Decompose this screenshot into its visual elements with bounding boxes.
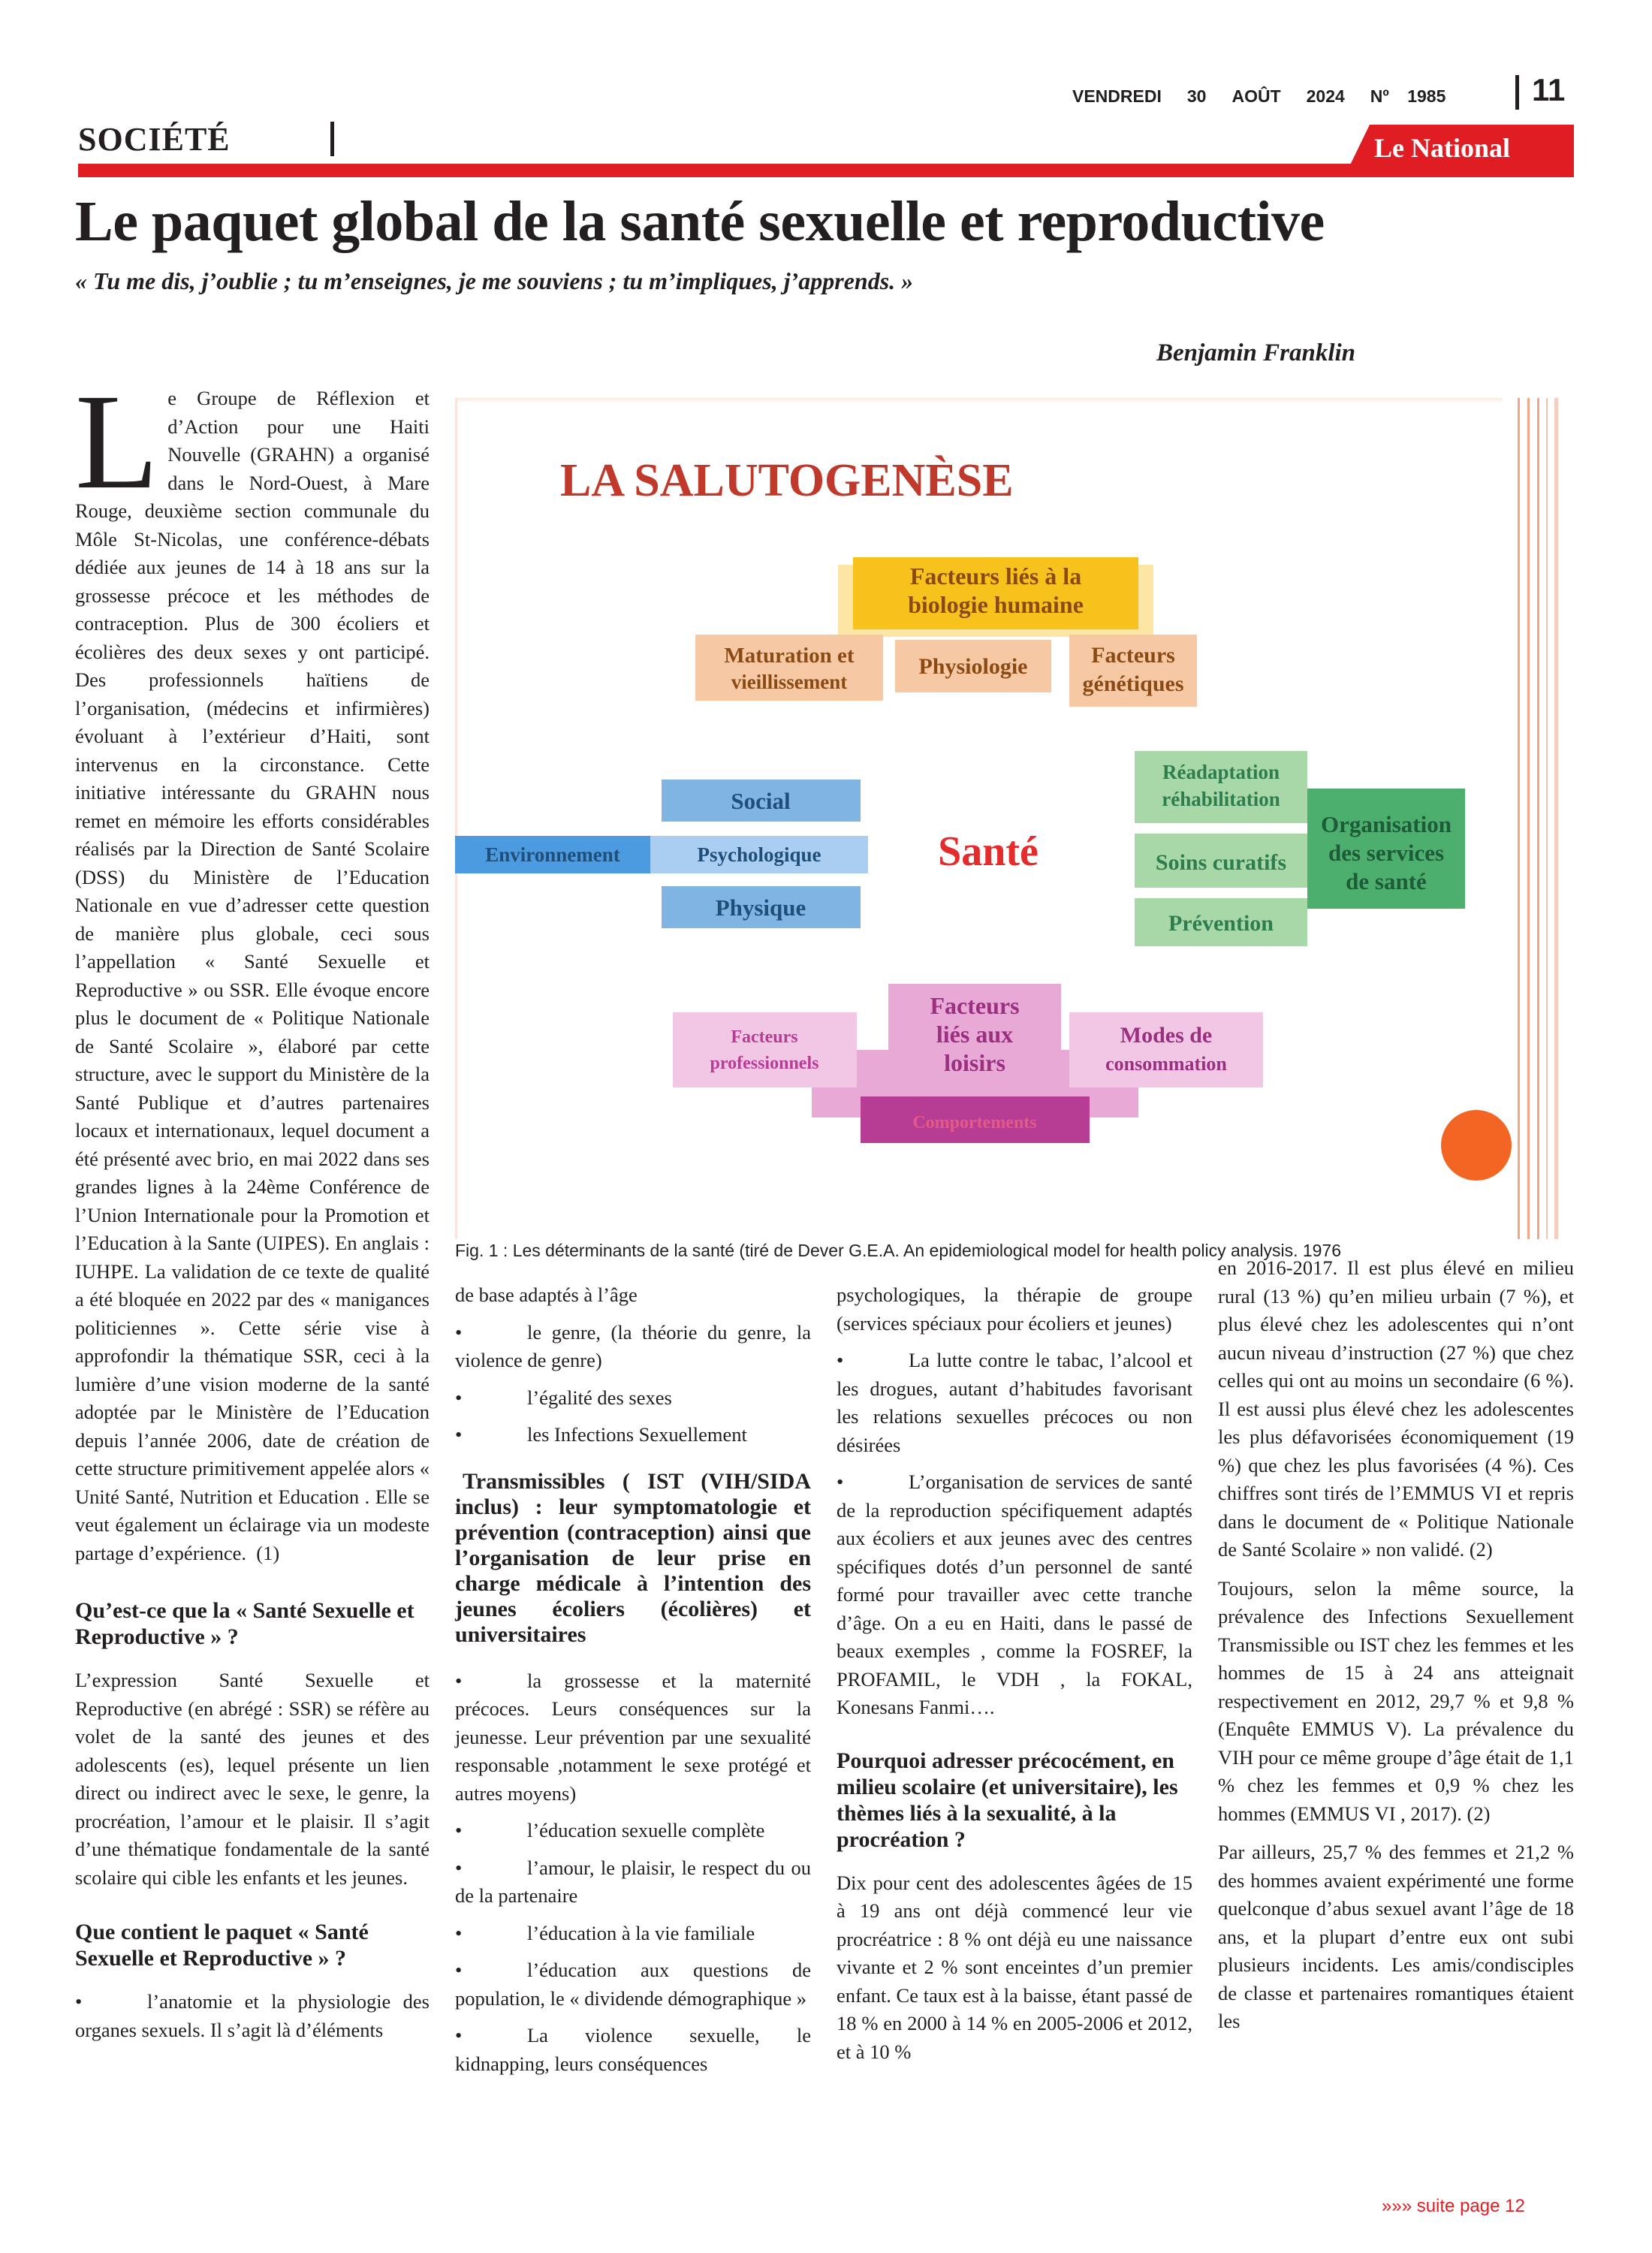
salutogenese-diagram	[455, 398, 1574, 1239]
decorative-dot	[1441, 1110, 1512, 1181]
subhead-package-content: Que contient le paquet « Santé Sexuelle et Reproductive » ?	[75, 1920, 369, 1971]
bullet-item	[837, 1347, 1192, 1459]
behaviour-item-professionnels: Facteurs	[731, 1027, 798, 1047]
continued-on-page: »»» suite page 12	[1382, 2196, 1525, 2216]
salutogenese-figure	[455, 398, 1574, 1239]
environment-header: Environnement	[485, 843, 620, 866]
biology-item-maturation: Maturation et	[724, 644, 855, 668]
services-header-2: des services	[1328, 840, 1445, 866]
sti-paragraph: Toujours, selon la même source, la prévalence des Infections Sexuellement Transmissible ou IST chez les femmes et les hommes de 15 à 24 ans atteignait respectivement en 2012, 29,7 % et 9,8 % (Enquête EMMUS V). La prévalence du VIH pour ce même groupe d’âge était de 1,1 % chez les femmes et 0,9 % chez les hommes (EMMUS VI , 2017). (2)	[1218, 1576, 1574, 1825]
services-item-prevention: Prévention	[1168, 911, 1274, 936]
date-month: AOÛT	[1231, 86, 1281, 106]
biology-item-genetiques: Facteurs	[1091, 643, 1175, 668]
environment-item-psychologique: Psychologique	[697, 843, 821, 866]
bullet-icon: •	[837, 1470, 844, 1493]
bullet-text: l’anatomie et la physiologie des organes sexuels. Il s’agit là d’éléments	[75, 1990, 430, 2041]
environment-item-physique: Physique	[715, 894, 806, 921]
services-item-soins: Soins curatifs	[1155, 850, 1287, 875]
bullet-icon: •	[837, 1349, 844, 1371]
column-2	[455, 1281, 811, 2078]
epigraph-quote: « Tu me dis, j’oublie ; tu m’enseignes, je me souviens ; tu m’impliques, j’apprends. »	[75, 267, 914, 294]
bullet-text: l’éducation à la vie familiale	[527, 1921, 755, 1944]
bullet-text: l’éducation aux questions de population, le « dividende démographique »	[455, 1959, 811, 2010]
bullet-icon: •	[455, 2024, 463, 2046]
column-3	[837, 1281, 1192, 2066]
bullet-item	[455, 1817, 811, 1845]
epigraph-author: Benjamin Franklin	[1156, 339, 1356, 366]
bullet-item	[455, 1854, 811, 1911]
diagram-title: LA SALUTOGENÈSE	[560, 455, 1014, 506]
behaviour-item-professionnels-2: professionnels	[710, 1054, 819, 1073]
bullet-item	[837, 1468, 1192, 1722]
behaviour-item-loisirs-1: Facteurs	[930, 992, 1020, 1019]
definition-paragraph: L’expression Santé Sexuelle et Reproductive (en abrégé : SSR) se réfère au volet de la santé des jeunes et des adolescents (es), lequel présente un lien direct ou indirect avec le sexe, le genre, la procréation, l’amour et le plaisir. Il s’agit d’une thématique fondamentale de la santé scolaire qui cible les enfants et les jeunes.	[75, 1669, 430, 1889]
section-divider	[330, 122, 334, 156]
bullet-item	[455, 2022, 811, 2078]
drop-cap: L	[75, 366, 159, 517]
bullet-icon: •	[455, 1386, 463, 1409]
services-item-readaptation: Réadaptation	[1162, 761, 1280, 783]
bullet-icon: •	[455, 1856, 463, 1879]
services-item-readaptation-2: réhabilitation	[1162, 788, 1280, 810]
bullet-item	[455, 1384, 811, 1413]
behaviour-item-loisirs-3: loisirs	[944, 1049, 1005, 1076]
article-headline: Le paquet global de la santé sexuelle et reproductive	[75, 190, 1325, 253]
bullet-icon: •	[455, 1669, 463, 1692]
stats-paragraph: Dix pour cent des adolescentes âgées de 15 à 19 ans ont déjà commencé leur vie procréatrice : 8 % ont déjà eu une naissance vivante et 2 % sont enceintes d’un premier enfant. Ce taux est à la baisse, étant passé de 18 % en 2000 à 14 % en 2005-2006 et 2012, et à 10 %	[837, 1871, 1192, 2063]
stats-paragraph-2: en 2016-2017. Il est plus élevé en milieu rural (13 %) qu’en milieu urbain (7 %), et plus élevé chez les adolescentes qui n’ont aucun niveau d’instruction (27 %) que chez celles qui ont au moins un secondaire (6 %). Il est aussi plus élevé chez les adolescentes les plus défavorisées économiquement (19 %) que chez les plus favorisées (4 %). Ces chiffres sont tirés de l’EMMUS VI et repris dans le document de « Politique Nationale de Santé Scolaire » non validé. (2)	[1218, 1256, 1574, 1561]
page-number-divider	[1515, 75, 1519, 110]
bullet-item	[455, 1956, 811, 2013]
behaviour-item-consommation-2: consommation	[1105, 1053, 1227, 1075]
date-number: 30	[1186, 86, 1207, 106]
bullet-text: l’éducation sexuelle complète	[527, 1819, 765, 1841]
column-4	[1218, 1254, 1574, 2036]
bullet-anatomy	[75, 1988, 430, 2044]
bullet-item	[455, 1421, 811, 1449]
bullet-text: La lutte contre le tabac, l’alcool et les drogues, autant d’habitudes favorisant les relations sexuelles précoces ou non désirées	[837, 1349, 1192, 1456]
bullet-icon: •	[455, 1959, 463, 1981]
intro-paragraph	[75, 366, 430, 1567]
bullet-icon: •	[455, 1320, 463, 1344]
bullet-text: La violence sexuelle, le kidnapping, leurs conséquences	[455, 2024, 811, 2075]
subhead-what-is-ssr: Qu’est-ce que la « Santé Sexuelle et Reproductive » ?	[75, 1598, 415, 1649]
behaviour-header: Comportements	[912, 1113, 1037, 1133]
biology-item-genetiques-2: génétiques	[1082, 671, 1184, 696]
biology-item-maturation-2: vieillissement	[731, 671, 848, 693]
intro-text: e Groupe de Réflexion et d’Action pour une Haiti Nouvelle (GRAHN) a organisé dans le Nord-Ouest, à Mare Rouge, deuxième section communale du Môle St-Nicolas, une conférence-débats dédiée aux jeunes de 14 à 18 ans sur la grossesse précoce et les méthodes de contraception. Plus de 300 écoliers et écolières des deux sexes y ont participé. Des professionnels haïtiens de l’organisation, (médecins et infirmières) évoluant à l’extérieur d’Haiti, sont intervenus en la circonstance. Cette initiative intéressante du GRAHN nous remet en mémoire les efforts considérables réalisés par la Direction de Santé Scolaire (DSS) du Ministère de l’Education Nationale en vue d’adresser cette question de manière plus globale, ceci sous l’appellation « Santé Sexuelle et Reproductive » ou SSR. Elle évoque encore plus le document de « Politique Nationale de Santé Scolaire », élaboré par cette structure, avec le support du Ministère de la Santé Publique et d’autres partenaires locaux et internationaux, lequel document a été présenté avec brio, en mai 2022 dans ses grandes lignes à la 24ème Conférence de l’Union Internationale pour la Promotion et l’Education à la Sante (UIPES). En anglais : IUHPE. La validation de ce texte de qualité a été bloquée en 2022 par des « manigances politiciennes ». Cette série vise à approfondir la thématique SSR, ceci à la lumière d’une vision moderne de la santé adoptée par le Ministère de l’Education depuis l’année 2006, date de création de cette structure primitivement appelée alors « Unité Santé, Nutrition et Education . Elle se veut également un éclairage via un modeste partage d’expérience. (1)	[75, 387, 430, 1564]
biology-item-physiologie: Physiologie	[918, 654, 1028, 679]
bullet-icon: •	[75, 1990, 83, 2013]
services-header-3: de santé	[1346, 868, 1427, 894]
bullet-item	[455, 1667, 811, 1808]
biology-header-line2: biologie humaine	[908, 591, 1084, 618]
bullet-icon: •	[455, 1423, 463, 1446]
bullet-text: le genre, (la théorie du genre, la violence de genre)	[455, 1320, 811, 1371]
page-number: 11	[1532, 72, 1566, 107]
bullet-item	[455, 1920, 811, 1948]
bullet-text: l’égalité des sexes	[527, 1386, 672, 1409]
bullet-text: la grossesse et la maternité précoces. Leurs conséquences sur la jeunesse. Leur prévention par une sexualité responsable ,notamment le sexe protégé et autres moyens)	[455, 1669, 811, 1805]
behaviour-item-consommation-1: Modes de	[1120, 1023, 1213, 1048]
subhead-why-early: Pourquoi adresser précocément, en milieu scolaire (et universitaire), les thèmes liés à la sexualité, à la procréation ?	[837, 1748, 1178, 1852]
bullet-item	[455, 1319, 811, 1375]
services-header-1: Organisation	[1321, 811, 1452, 837]
environment-item-social: Social	[731, 788, 791, 814]
continuation-text: de base adaptés à l’âge	[455, 1283, 638, 1306]
bullet-text: l’amour, le plaisir, le respect du ou de la partenaire	[455, 1856, 811, 1907]
issue-number: Nº 1985	[1370, 86, 1446, 106]
behaviour-item-loisirs-2: liés aux	[936, 1021, 1014, 1048]
bullet-icon: •	[455, 1819, 463, 1841]
date-year: 2024	[1306, 86, 1345, 106]
biology-header-line1: Facteurs liés à la	[909, 562, 1082, 590]
continuation-text: psychologiques, la thérapie de groupe (services spéciaux pour écoliers et jeunes)	[837, 1283, 1192, 1335]
bullet-text: les Infections Sexuellement	[527, 1423, 747, 1446]
date-day: VENDREDI	[1072, 86, 1162, 106]
figure-caption: Fig. 1 : Les déterminants de la santé (tiré de Dever G.E.A. An epidemiological model for health policy analysis. 1976	[455, 1241, 1342, 1260]
bullet-text: L’organisation de services de santé de la reproduction spécifiquement adaptés aux écoliers et aux jeunes avec des centres spécifiques dotés d’un personnel de santé formé pour travailler avec cette tranche d’âge. On a eu en Haiti, dans le passé de beaux exemples , comme la FOSREF, la PROFAMIL, le VDH , la FOKAL, Konesans Fanmi….	[837, 1470, 1192, 1718]
column-1	[75, 366, 430, 2044]
issue-date	[1072, 86, 1446, 107]
abuse-paragraph: Par ailleurs, 25,7 % des femmes et 21,2 % des hommes avaient expérimenté une forme quelconque d’abus sexuel avant l’âge de 18 ans, et la plupart d’entre eux ont subi plusieurs incidents. Les amis/condisciples de classe et partenaires romantiques étaient les	[1218, 1841, 1574, 2032]
section-label: SOCIÉTÉ	[78, 121, 231, 158]
brand-name: Le National	[1374, 133, 1511, 163]
sti-bold-block: Transmissibles ( IST (VIH/SIDA inclus) : leur symptomatologie et prévention (contraception) ainsi que l’organisation de leur prise en charge médicale à l’intention des jeunes écoliers (écolières) et universitaires	[455, 1468, 811, 1647]
bullet-icon: •	[455, 1921, 463, 1944]
diagram-center-sante: Santé	[938, 828, 1039, 875]
